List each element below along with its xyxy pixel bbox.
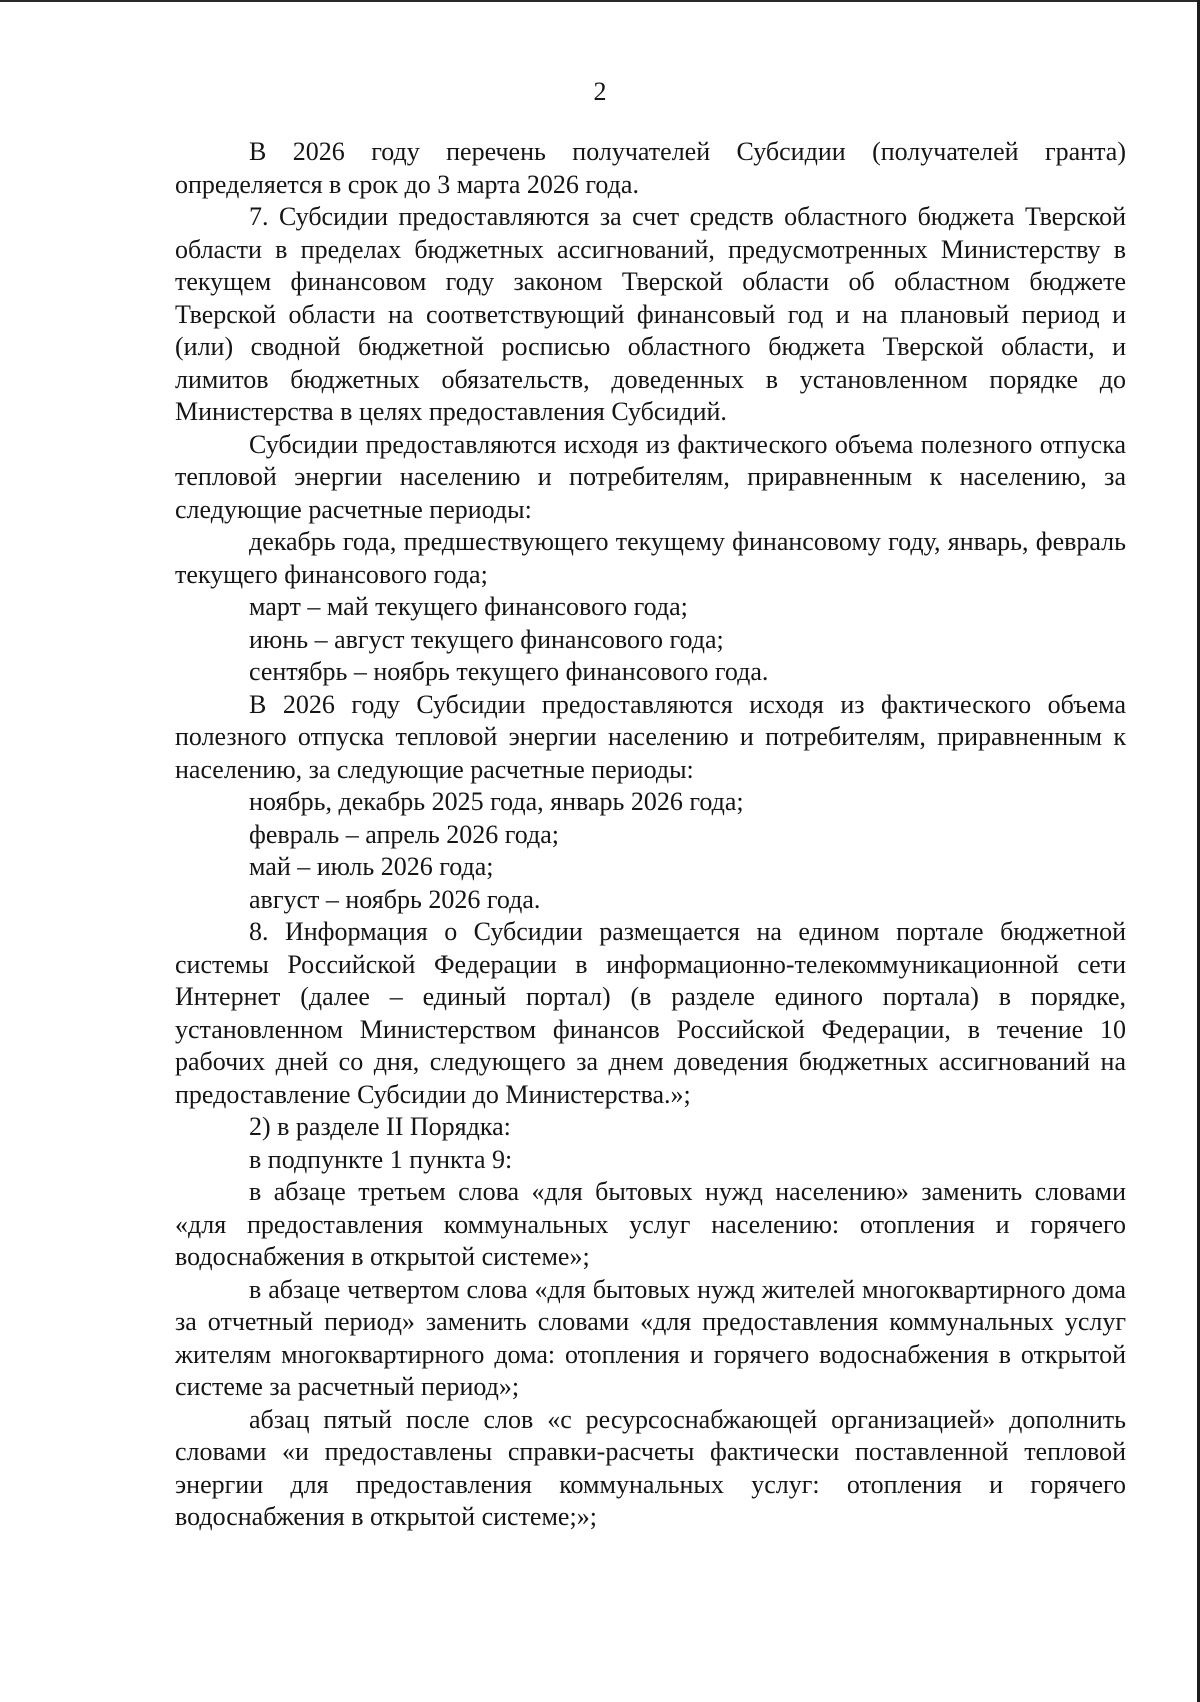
page-number: 2	[593, 77, 607, 106]
paragraph-section-ii: 2) в разделе II Порядка:	[249, 1112, 511, 1141]
list-item-period-2: март – май текущего финансового года;	[249, 592, 688, 621]
list-item-2026-period-1: ноябрь, декабрь 2025 года, январь 2026 года;	[249, 787, 744, 816]
list-item-period-3: июнь – август текущего финансового года;	[249, 624, 724, 654]
paragraph-amend-fifth: абзац пятый после слов «с ресурсоснабжающей организацией» дополнить словами «и предоставлены справки-расчеты фактически поставленной тепловой энергии для предоставления коммунальных услуг: отопления и горячего водоснабжения в открытой системе;»;	[175, 1404, 1126, 1531]
paragraph-subitem-1: в подпункте 1 пункта 9:	[249, 1144, 513, 1174]
paragraph-2026-basis: В 2026 году Субсидии предоставляются исходя из фактического объема полезного отпуска тепловой энергии населению и потребителям, приравненным к населению, за следующие расчетные периоды:	[175, 689, 1126, 784]
list-item-2026-period-2: февраль – апрель 2026 года;	[249, 819, 560, 849]
list-item-period-1: декабрь года, предшествующего текущему финансовому году, январь, февраль текущего финансового года;	[175, 527, 1126, 589]
paragraph-amend-third: в абзаце третьем слова «для бытовых нужд населению» заменить словами «для предоставления коммунальных услуг населению: отопления и горячего водоснабжения в открытой системе»;	[175, 1177, 1126, 1271]
paragraph-recipients-deadline: В 2026 году перечень получателей Субсидии (получателей гранта) определяется в срок до 3 марта 2026 года.	[175, 137, 1126, 199]
paragraph-amend-fourth: в абзаце четвертом слова «для бытовых нужд жителей многоквартирного дома за отчетный период» заменить словами «для предоставления коммунальных услуг жителям многоквартирного дома: отопления и горячего водоснабжения в открытой системе за расчетный период»;	[175, 1274, 1126, 1401]
paragraph-item-8: 8. Информация о Субсидии размещается на едином портале бюджетной системы Российской Федерации в информационно-телекоммуникационной сети Интернет (далее – единый портал) (в разделе единого портала) в порядке, установленном Министерством финансов Российской Федерации, в течение 10 рабочих дней со дня, следующего за днем доведения бюджетных ассигнований на предоставление Субсидии до Министерства.»;	[175, 917, 1126, 1109]
list-item-2026-period-4: август – ноябрь 2026 года.	[249, 884, 541, 914]
list-item-2026-period-3: май – июль 2026 года;	[249, 852, 494, 881]
scan-top-edge	[0, 0, 1200, 2]
document-body	[175, 136, 1126, 1534]
paragraph-subsidy-basis: Субсидии предоставляются исходя из фактического объема полезного отпуска тепловой энергии населению и потребителям, приравненным к населению, за следующие расчетные периоды:	[175, 429, 1126, 524]
list-item-period-4: сентябрь – ноябрь текущего финансового года.	[249, 657, 769, 686]
paragraph-item-7: 7. Субсидии предоставляются за счет средств областного бюджета Тверской области в пределах бюджетных ассигнований, предусмотренных Министерству в текущем финансовом году законом Тверской области об областном бюджете Тверской области на соответствующий финансовый год и на плановый период и (или) сводной бюджетной росписью областного бюджета Тверской области, и лимитов бюджетных обязательств, доведенных в установленном порядке до Министерства в целях предоставления Субсидий.	[175, 202, 1126, 426]
